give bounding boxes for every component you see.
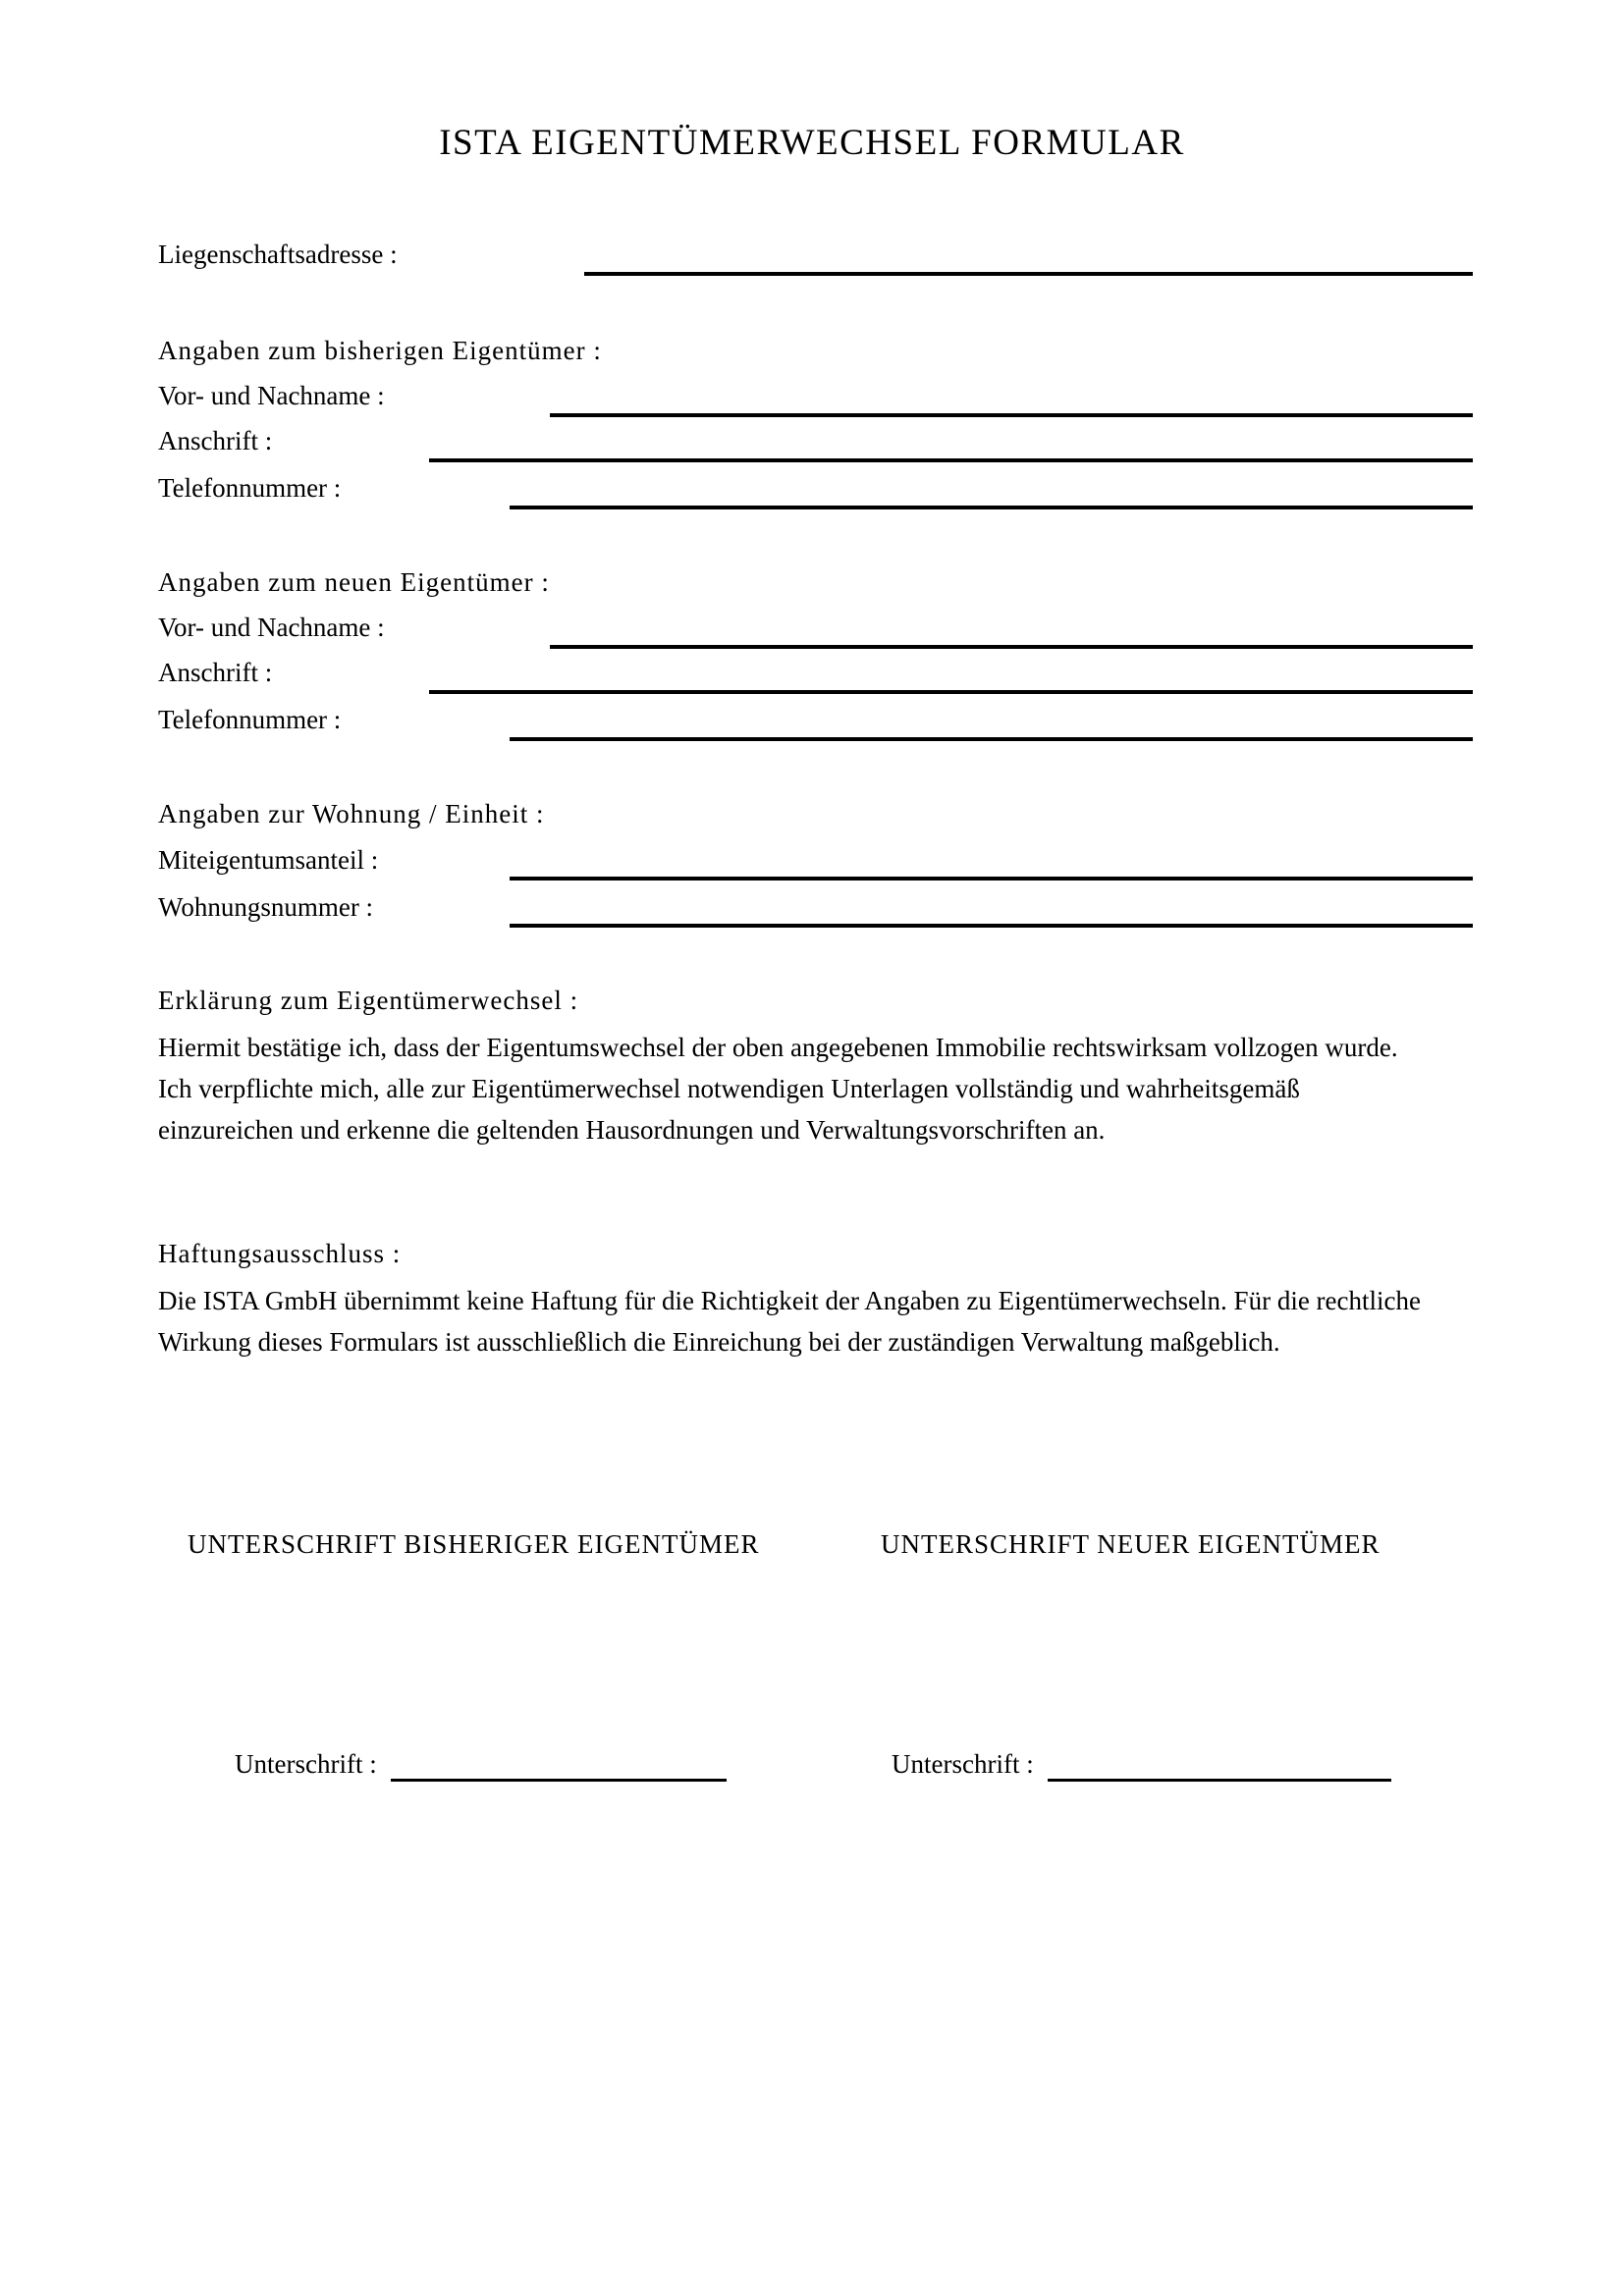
signature-line-previous-owner[interactable] — [391, 1779, 727, 1782]
signature-heading-new-owner: UNTERSCHRIFT NEUER EIGENTÜMER — [881, 1529, 1380, 1559]
declaration-text-line: Ich verpflichte mich, alle zur Eigentümerwechsel notwendigen Unterlagen vollständig und wahrheitsgemäß — [158, 1074, 1300, 1103]
new-owner-phone-field[interactable] — [510, 737, 1473, 741]
new-owner-address-field[interactable] — [429, 690, 1473, 694]
new-owner-name-field[interactable] — [550, 645, 1473, 649]
co-ownership-share-label: Miteigentumsanteil : — [158, 845, 379, 875]
new-owner-address-label: Anschrift : — [158, 658, 273, 687]
liegenschaftsadresse-field[interactable] — [584, 272, 1473, 276]
signature-line-new-owner[interactable] — [1048, 1779, 1391, 1782]
liegenschaftsadresse-label: Liegenschaftsadresse : — [158, 240, 398, 269]
previous-owner-phone-label: Telefonnummer : — [158, 473, 342, 503]
section-heading-previous-owner: Angaben zum bisherigen Eigentümer : — [158, 336, 602, 365]
previous-owner-address-label: Anschrift : — [158, 426, 273, 455]
section-heading-unit: Angaben zur Wohnung / Einheit : — [158, 799, 545, 828]
previous-owner-name-field[interactable] — [550, 413, 1473, 417]
disclaimer-text — [158, 1280, 1528, 1362]
new-owner-phone-label: Telefonnummer : — [158, 705, 342, 734]
previous-owner-phone-field[interactable] — [510, 506, 1473, 509]
signature-label-previous-owner: Unterschrift : — [235, 1749, 377, 1779]
signature-label-new-owner: Unterschrift : — [892, 1749, 1034, 1779]
page-title: ISTA EIGENTÜMERWECHSEL FORMULAR — [439, 123, 1185, 163]
disclaimer-text-line: Wirkung dieses Formulars ist ausschließlich die Einreichung bei der zuständigen Verwaltung maßgeblich. — [158, 1327, 1280, 1357]
apartment-number-label: Wohnungsnummer : — [158, 892, 374, 922]
declaration-text — [158, 1027, 1528, 1150]
declaration-text-line: einzureichen und erkenne die geltenden Hausordnungen und Verwaltungsvorschriften an. — [158, 1115, 1106, 1145]
signature-heading-previous-owner: UNTERSCHRIFT BISHERIGER EIGENTÜMER — [188, 1529, 760, 1559]
previous-owner-address-field[interactable] — [429, 458, 1473, 462]
apartment-number-field[interactable] — [510, 924, 1473, 928]
co-ownership-share-field[interactable] — [510, 877, 1473, 881]
disclaimer-text-line: Die ISTA GmbH übernimmt keine Haftung für die Richtigkeit der Angaben zu Eigentümerwechseln. Für die rechtliche — [158, 1286, 1421, 1315]
disclaimer-heading: Haftungsausschluss : — [158, 1239, 402, 1268]
new-owner-name-label: Vor- und Nachname : — [158, 613, 385, 642]
declaration-text-line: Hiermit bestätige ich, dass der Eigentumswechsel der oben angegebenen Immobilie rechtswirksam vollzogen wurde. — [158, 1033, 1398, 1062]
section-heading-new-owner: Angaben zum neuen Eigentümer : — [158, 567, 550, 597]
declaration-heading: Erklärung zum Eigentümerwechsel : — [158, 986, 579, 1015]
previous-owner-name-label: Vor- und Nachname : — [158, 381, 385, 410]
